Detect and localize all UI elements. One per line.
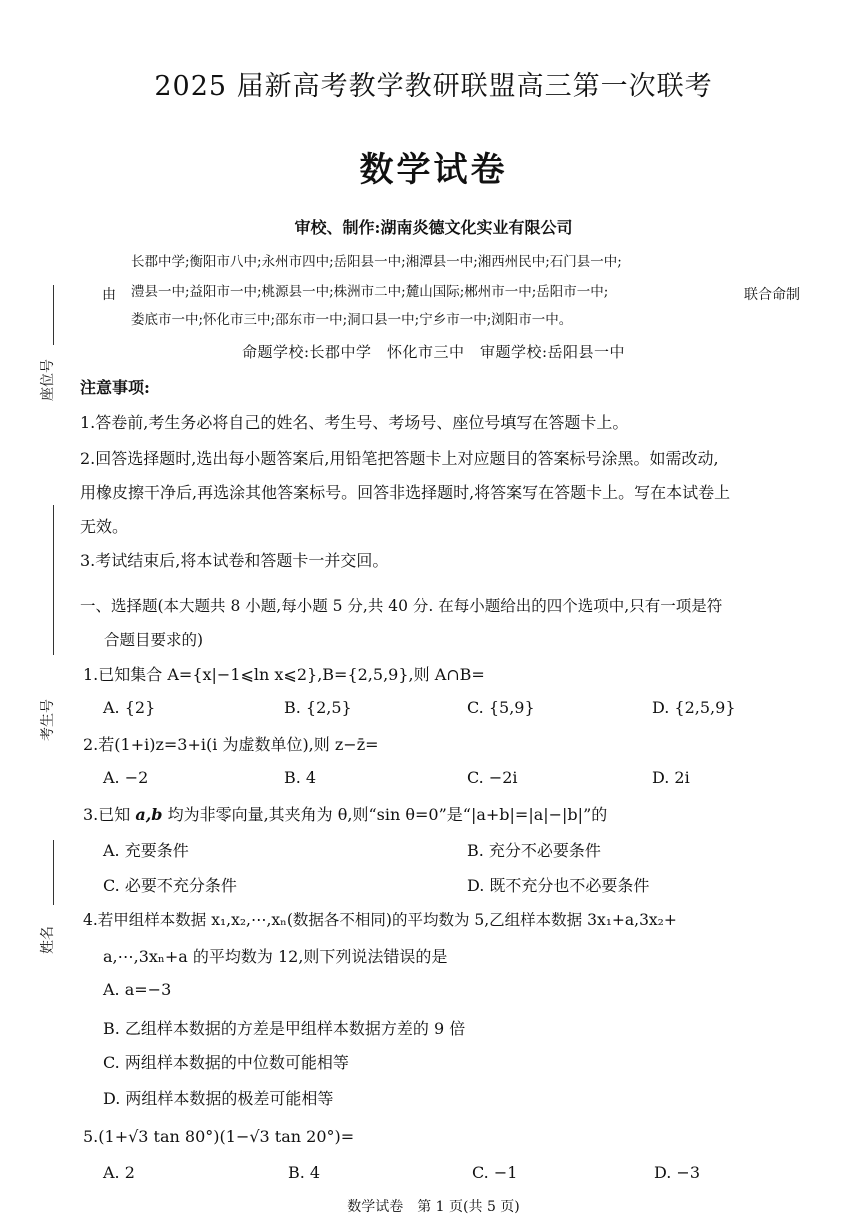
seat-label: 座位号 — [40, 359, 56, 401]
schools-line-1: 长郡中学;衡阳市八中;永州市四中;岳阳县一中;湘潭县一中;湘西州民中;石门县一中; — [131, 254, 622, 270]
question-4-stem-a: 4.若甲组样本数据 x₁,x₂,⋯,xₙ(数据各不相同)的平均数为 5,乙组样本数据 3x₁+a,3x₂+ — [83, 911, 677, 929]
q1-option-a: A. {2} — [103, 698, 156, 717]
note-2c: 无效。 — [80, 517, 129, 536]
seat-line — [53, 285, 54, 345]
you-label: 由 — [102, 287, 116, 303]
notes-title: 注意事项: — [80, 378, 150, 397]
exam-no-label: 考生号 — [40, 699, 56, 741]
q3-option-d: D. 既不充分也不必要条件 — [467, 876, 650, 895]
q2-option-d: D. 2i — [652, 768, 690, 787]
q1-option-b: B. {2,5} — [284, 698, 352, 717]
joint-label: 联合命制 — [744, 287, 800, 303]
producer-line: 审校、制作:湖南炎德文化实业有限公司 — [294, 218, 573, 237]
schools-line-3: 娄底市一中;怀化市三中;邵东市一中;洞口县一中;宁乡市一中;浏阳市一中。 — [131, 312, 573, 328]
q3-stem-post: 均为非零向量,其夹角为 θ,则“sin θ=0”是“|a+b|=|a|−|b|”的 — [162, 805, 608, 824]
q1-option-c: C. {5,9} — [467, 698, 535, 717]
q3-stem-pre: 3.已知 — [83, 805, 136, 824]
question-2-stem: 2.若(1+i)z=3+i(i 为虚数单位),则 z−z̄= — [83, 735, 379, 754]
question-5-stem: 5.(1+√3 tan 80°)(1−√3 tan 20°)= — [83, 1127, 355, 1146]
note-3: 3.考试结束后,将本试卷和答题卡一并交回。 — [80, 551, 389, 570]
q4-option-d: D. 两组样本数据的极差可能相等 — [103, 1089, 334, 1108]
q1-option-d: D. {2,5,9} — [652, 698, 736, 717]
q3-option-a: A. 充要条件 — [103, 841, 189, 860]
schools-line-2: 澧县一中;益阳市一中;桃源县一中;株洲市二中;麓山国际;郴州市一中;岳阳市一中; — [131, 284, 609, 300]
name-label: 姓名 — [40, 926, 56, 954]
section-heading-cont: 合题目要求的) — [104, 631, 204, 649]
q3-option-c: C. 必要不充分条件 — [103, 876, 237, 895]
q4-option-b: B. 乙组样本数据的方差是甲组样本数据方差的 9 倍 — [103, 1019, 466, 1038]
q4-option-a: A. a=−3 — [103, 980, 172, 999]
question-4-stem-b: a,⋯,3xₙ+a 的平均数为 12,则下列说法错误的是 — [103, 947, 448, 966]
q5-option-c: C. −1 — [472, 1163, 518, 1182]
q4-option-c: C. 两组样本数据的中位数可能相等 — [103, 1053, 349, 1072]
note-2a: 2.回答选择题时,选出每小题答案后,用铅笔把答题卡上对应题目的答案标号涂黑。如需改动, — [80, 449, 719, 468]
subject-title: 数学试卷 — [359, 150, 508, 190]
note-1: 1.答卷前,考生务必将自己的姓名、考生号、考场号、座位号填写在答题卡上。 — [80, 413, 629, 432]
exam-title: 2025 届新高考教学教研联盟高三第一次联考 — [154, 71, 713, 102]
page-footer: 数学试卷 第 1 页(共 5 页) — [347, 1199, 520, 1215]
question-1-stem: 1.已知集合 A={x|−1⩽ln x⩽2},B={2,5,9},则 A∩B= — [83, 665, 485, 684]
q2-option-c: C. −2i — [467, 768, 518, 787]
note-2b: 用橡皮擦干净后,再选涂其他答案标号。回答非选择题时,将答案写在答题卡上。写在本试卷上 — [80, 483, 731, 502]
exam-no-line — [53, 505, 54, 655]
q3-vectors: a,b — [135, 805, 163, 824]
q2-option-b: B. 4 — [284, 768, 317, 787]
q5-option-b: B. 4 — [288, 1163, 321, 1182]
committee-line: 命题学校:长郡中学 怀化市三中 审题学校:岳阳县一中 — [241, 343, 626, 361]
section-heading: 一、选择题(本大题共 8 小题,每小题 5 分,共 40 分. 在每小题给出的四个选项中,只有一项是符 — [80, 597, 723, 615]
name-line — [53, 840, 54, 905]
question-3-stem — [83, 802, 607, 825]
q5-option-d: D. −3 — [654, 1163, 701, 1182]
q2-option-a: A. −2 — [103, 768, 149, 787]
q3-option-b: B. 充分不必要条件 — [467, 841, 601, 860]
q5-option-a: A. 2 — [103, 1163, 135, 1182]
